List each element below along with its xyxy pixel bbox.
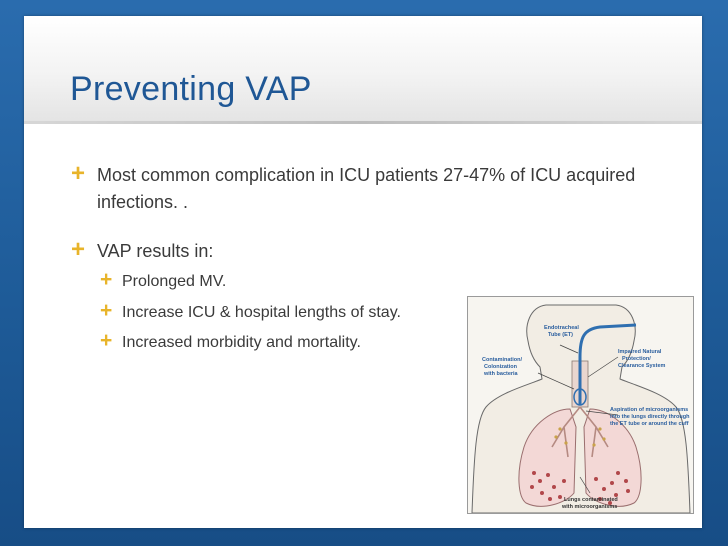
sub-bullet-text: Increased morbidity and mortality. — [122, 334, 361, 351]
bullet-text: Most common complication in ICU patients 27-47% of ICU acquired infections. . — [97, 165, 636, 212]
label-impaired-2: Protection/ — [622, 356, 651, 362]
bullet-item — [71, 236, 677, 265]
label-impaired-1: Impaired Natural — [618, 349, 662, 355]
label-aspiration-3: the ET tube or around the cuff — [610, 421, 689, 427]
sub-bullet-item — [100, 299, 522, 325]
sub-bullet-item — [100, 329, 522, 355]
sub-bullet-text: Increase ICU & hospital lengths of stay. — [122, 304, 401, 321]
vap-illustration — [467, 296, 694, 514]
label-aspiration-1: Aspiration of microorganisms — [610, 407, 689, 413]
plus-bullet-icon: + — [100, 329, 113, 352]
plus-bullet-icon: + — [100, 299, 113, 322]
bullet-text: VAP results in: — [97, 241, 214, 261]
plus-bullet-icon: + — [71, 160, 86, 187]
label-contam-1: Contamination/ — [482, 357, 523, 363]
sub-bullet-text: Prolonged MV. — [122, 273, 227, 290]
label-et-1: Endotracheal — [544, 325, 579, 331]
label-contam-3: with bacteria — [484, 371, 518, 377]
label-aspiration-2: into the lungs directly through — [610, 414, 690, 420]
label-et-2: Tube (ET) — [548, 332, 573, 338]
plus-bullet-icon: + — [71, 236, 86, 263]
bullet-item — [71, 160, 677, 216]
label-lungs-2: with microorganisms — [562, 504, 618, 510]
plus-bullet-icon: + — [100, 268, 113, 291]
slide-title: Preventing VAP — [70, 70, 312, 108]
label-impaired-3: Clearance System — [618, 363, 666, 369]
title-divider — [24, 121, 702, 124]
sub-bullet-item — [100, 268, 522, 294]
lung-diagram — [468, 297, 693, 513]
label-contam-2: Colonization — [484, 364, 517, 370]
label-lungs-1: Lungs contaminated — [564, 497, 618, 503]
slide — [24, 16, 702, 528]
